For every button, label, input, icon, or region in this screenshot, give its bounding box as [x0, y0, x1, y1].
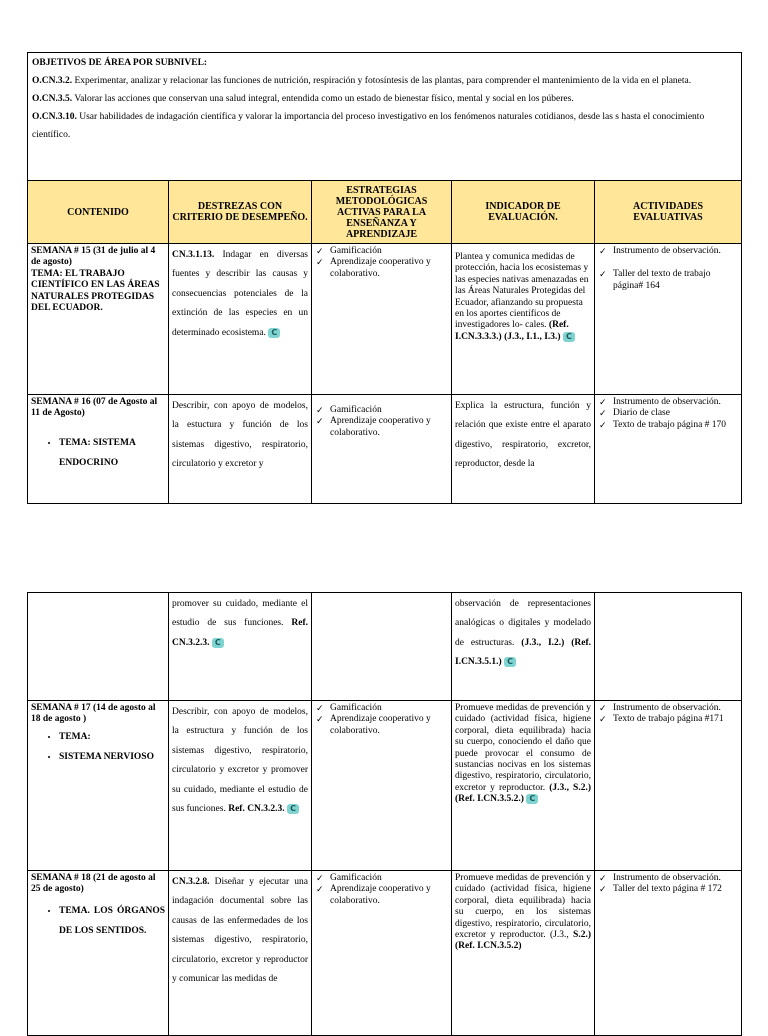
actividades-cell	[595, 244, 742, 395]
strategy-item: ✓ Aprendizaje cooperativo y colaborativo.	[315, 257, 448, 280]
activity-item: ✓ Texto de trabajo página # 170	[598, 420, 738, 431]
destreza-cell	[169, 701, 312, 871]
topic-list	[31, 728, 165, 768]
activity-item: ✓ Taller del texto página # 172	[598, 884, 738, 895]
indicator-ref: (J.3., S.2.) (Ref. I.CN.3.5.2.)	[455, 782, 591, 805]
indicator-text: Plantea y comunica medidas de protección, hacia los ecosistemas y las especies nativas amenazadas en las Áreas Naturales Protegidas del Ecuador, afianzando su propuesta en los aportes científicos de investigadores lo- cales.	[455, 252, 589, 331]
strategy-list	[315, 873, 448, 907]
estrategias-cell	[312, 701, 452, 871]
contenido-cell	[28, 701, 169, 871]
objective-code: O.CN.3.10.	[32, 112, 77, 123]
skill-ref: Ref. CN.3.2.3.	[225, 804, 285, 815]
skill-ref: Ref. CN.3.2.3.	[172, 618, 308, 648]
strategy-list	[315, 703, 448, 737]
contenido-cell	[28, 244, 169, 395]
link-c-icon[interactable]: C	[287, 804, 299, 814]
week-15-row	[28, 244, 742, 395]
continuation-row	[28, 593, 742, 701]
strategy-item: ✓ Aprendizaje cooperativo y colaborativo.	[315, 884, 448, 907]
estrategias-cell	[312, 871, 452, 1036]
objective-text: Usar habilidades de indagación científica y valorar la importancia del proceso investigativo en los fenómenos naturales cotidianos, desde las s hasta el conocimiento científico.	[32, 112, 705, 141]
contenido-cell	[28, 871, 169, 1036]
destreza-cell	[169, 395, 312, 504]
week-label: SEMANA # 15 (31 de julio al 4 de agosto)	[31, 246, 156, 268]
activity-item: ✓ Diario de clase	[598, 408, 738, 419]
week-label: SEMANA # 18 (21 de agosto al 25 de agosto)	[31, 873, 156, 895]
indicator-ref: (Ref. I.CN.3.3.3.) (J.3., I.1., I.3.)	[455, 320, 569, 342]
actividades-cell	[595, 701, 742, 871]
activity-item: ✓ Instrumento de observación.	[598, 703, 738, 714]
actividades-cell	[595, 871, 742, 1036]
objective-code: O.CN.3.5.	[32, 94, 73, 105]
objective-code: O.CN.3.2.	[32, 76, 73, 87]
link-c-icon[interactable]: C	[268, 328, 280, 338]
week-17-row	[28, 701, 742, 871]
indicador-cell	[452, 244, 595, 395]
strategy-item: ✓ Aprendizaje cooperativo y colaborativo.	[315, 714, 448, 737]
actividades-cell	[595, 395, 742, 504]
estrategias-cell	[312, 593, 452, 701]
topic-label: • TEMA: SISTEMA ENDOCRINO	[59, 434, 165, 474]
skill-code: CN.3.1.13.	[172, 250, 215, 260]
contenido-cell	[28, 593, 169, 701]
indicator-text: observación de representaciones analógicas o digitales y modelado de estructuras.	[455, 599, 591, 648]
week-label: SEMANA # 16 (07 de Agosto al 11 de Agosto)	[31, 397, 158, 419]
strategy-item: ✓ Gamificación	[315, 873, 448, 884]
indicador-cell	[452, 593, 595, 701]
estrategias-cell	[312, 395, 452, 504]
strategy-item: ✓ Gamificación	[315, 246, 448, 257]
header-contenido: CONTENIDO	[28, 181, 169, 244]
skill-code: CN.3.2.8.	[172, 877, 210, 887]
planning-table-2	[27, 592, 742, 1036]
activity-item: ✓ Texto de trabajo página #171	[598, 714, 738, 725]
activity-item: ✓ Instrumento de observación.	[598, 873, 738, 884]
activity-list	[598, 246, 738, 292]
week-16-row	[28, 395, 742, 504]
activity-item: ✓ Instrumento de observación.	[598, 397, 738, 408]
objective-text: Valorar las acciones que conservan una salud integral, entendida como un estado de bienestar físico, mental y social en los púberes.	[72, 94, 574, 105]
link-c-icon[interactable]: C	[504, 657, 516, 667]
objective-text: Experimentar, analizar y relacionar las funciones de nutrición, respiración y fotosíntesis de las plantas, para comprender el mantenimiento de la vida en el planeta.	[72, 76, 692, 87]
topic-list	[31, 902, 165, 942]
topic-label: • TEMA:	[59, 728, 165, 748]
header-row	[28, 181, 742, 244]
objectives-title: OBJETIVOS DE ÁREA POR SUBNIVEL:	[32, 58, 208, 68]
topic-list	[31, 434, 165, 474]
week-18-row	[28, 871, 742, 1036]
indicator-text: Explica la estructura, función y relación que existe entre el aparato digestivo, respiratorio, excretor, reproductor, desde la	[455, 401, 591, 470]
header-estrategias: ESTRATEGIAS METODOLÓGICAS ACTIVAS PARA LA ENSEÑANZA Y APRENDIZAJE	[312, 181, 452, 244]
indicador-cell	[452, 871, 595, 1036]
activity-item: ✓ Taller del texto de trabajo página# 164	[598, 269, 738, 292]
skill-text: Diseñar y ejecutar una indagación documental sobre las causas de las enfermedades de los sistemas digestivo, respiratorio, circulatorio, excretor y reproductor y comunicar las medidas de	[172, 877, 308, 985]
header-indicador: INDICADOR DE EVALUACIÓN.	[452, 181, 595, 244]
objective-item	[32, 90, 737, 108]
skill-text: promover su cuidado, mediante el estudio de sus funciones.	[172, 599, 308, 629]
link-c-icon[interactable]: C	[563, 332, 575, 342]
week-label: SEMANA # 17 (14 de agosto al 18 de agosto )	[31, 703, 156, 725]
topic-label: TEMA: EL TRABAJO CIENTÍFICO EN LAS ÁREAS NATURALES PROTEGIDAS DEL ECUADOR.	[31, 268, 160, 313]
link-c-icon[interactable]: C	[212, 638, 224, 648]
indicator-text: Promueve medidas de prevención y cuidado (actividad física, higiene corporal, dieta equilibrada) hacia su cuerpo, en los sistemas digestivo, respiratorio, circulatorio, excretor y reproductor. (J.3.,	[455, 873, 591, 940]
header-destrezas: DESTREZAS CON CRITERIO DE DESEMPEÑO.	[169, 181, 312, 244]
objectives-row	[28, 53, 742, 181]
destreza-cell	[169, 593, 312, 701]
objective-item	[32, 108, 737, 144]
activity-list	[598, 703, 738, 726]
activity-item: ✓ Instrumento de observación.	[598, 246, 738, 257]
strategy-item: ✓ Gamificación	[315, 405, 448, 416]
link-c-icon[interactable]: C	[526, 794, 538, 804]
objective-item	[32, 72, 737, 90]
topic-label: • TEMA. LOS ÓRGANOS DE LOS SENTIDOS.	[59, 902, 165, 942]
activity-list	[598, 397, 738, 431]
indicator-ref: (J.3., I.2.) (Ref. I.CN.3.5.1.)	[455, 637, 591, 668]
strategy-list	[315, 405, 448, 439]
indicator-ref: S.2.) (Ref. I.CN.3.5.2)	[455, 929, 591, 952]
contenido-cell	[28, 395, 169, 504]
objectives-cell	[28, 53, 742, 181]
indicador-cell	[452, 701, 595, 871]
topic-label: • SISTEMA NERVIOSO	[59, 748, 165, 768]
skill-text: Indagar en diversas fuentes y describir las causas y consecuencias potenciales de la extinción de las especies en un determinado ecosistema.	[172, 250, 308, 338]
skill-text: Describir, con apoyo de modelos, la estructura y función de los sistemas digestivo, respiratorio, circulatorio y excretor y promover su cuidado, mediante el estudio de sus funciones.	[172, 707, 308, 815]
indicator-text: Promueve medidas de prevención y cuidado (actividad física, higiene corporal, dieta equilibrada) hacia su cuerpo, conociendo el daño que puede provocar el consumo de sustancias nocivas en los sistemas digestivo, respiratorio, circulatorio, excretor y reproductor.	[455, 703, 591, 793]
strategy-item: ✓ Gamificación	[315, 703, 448, 714]
estrategias-cell	[312, 244, 452, 395]
strategy-item: ✓ Aprendizaje cooperativo y colaborativo.	[315, 416, 448, 439]
activity-list	[598, 873, 738, 896]
destreza-cell	[169, 244, 312, 395]
header-actividades: ACTIVIDADES EVALUATIVAS	[595, 181, 742, 244]
skill-text: Describir, con apoyo de modelos, la estuctura y función de los sistemas digestivo, respiratorio, circulatorio y excretor y	[172, 401, 308, 470]
strategy-list	[315, 246, 448, 280]
indicador-cell	[452, 395, 595, 504]
actividades-cell	[595, 593, 742, 701]
planning-table-1	[27, 52, 742, 504]
destreza-cell	[169, 871, 312, 1036]
